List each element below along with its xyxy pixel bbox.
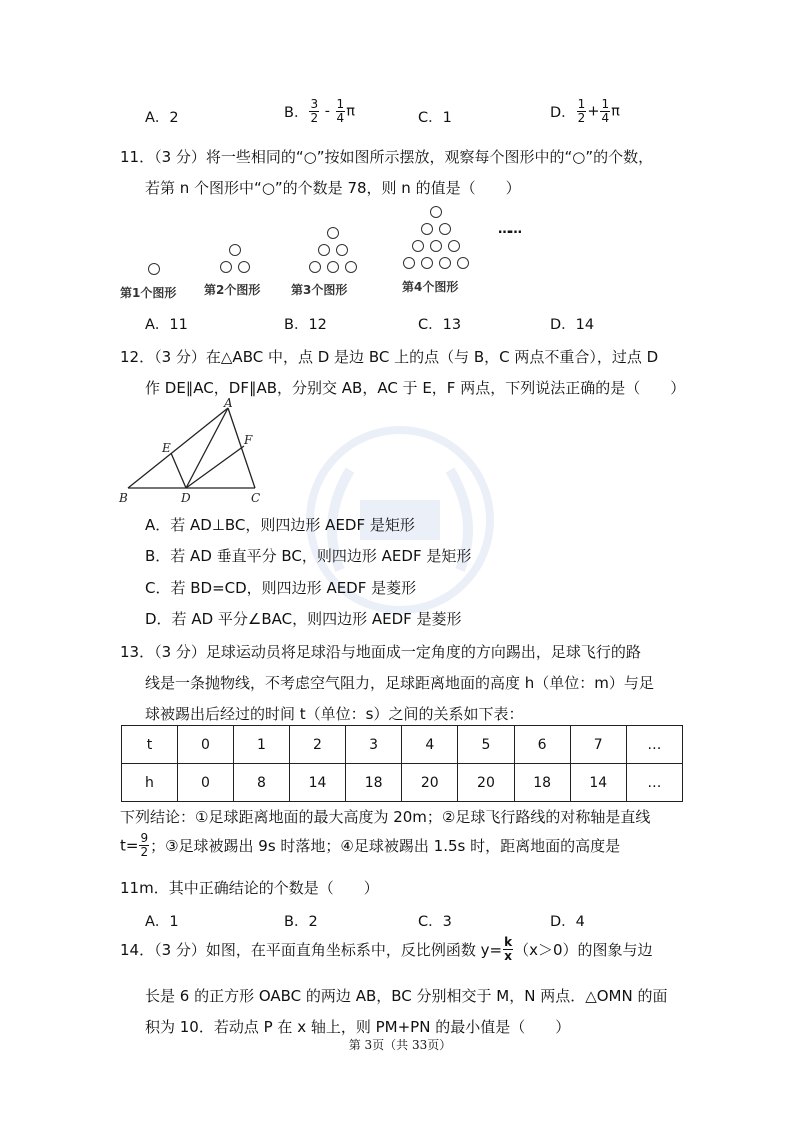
q11-option-a: A．11 bbox=[145, 317, 188, 333]
q14-line3: 积为 10．若动点 P 在 x 轴上，则 PM+PN 的最小值是（ ） bbox=[145, 1018, 571, 1036]
circle-shape bbox=[430, 206, 442, 218]
table-cell: 6 bbox=[514, 726, 570, 764]
circle-shape bbox=[336, 244, 348, 256]
q13-conclusions-1: 下列结论：①足球距离地面的最大高度为 20m；②足球飞行路线的对称轴是直线 bbox=[120, 808, 651, 826]
q11-option-d: D．14 bbox=[550, 317, 595, 333]
q12-option-a: A．若 AD⊥BC，则四边形 AEDF 是矩形 bbox=[145, 516, 415, 534]
table-cell: 7 bbox=[570, 726, 626, 764]
q10-option-c: C．1 bbox=[418, 110, 452, 126]
figure-caption-4: 第4个图形 bbox=[402, 280, 459, 294]
circle-shape bbox=[439, 257, 451, 269]
fraction: $\frac{3}{2}$ bbox=[310, 97, 319, 125]
circle-shape bbox=[421, 223, 433, 235]
circle-shape bbox=[309, 261, 321, 273]
q12-option-c: C．若 BD=CD，则四边形 AEDF 是菱形 bbox=[145, 579, 417, 597]
circle-shape bbox=[327, 227, 339, 239]
q13-option-b: B．2 bbox=[284, 914, 318, 930]
label-f: F bbox=[244, 433, 253, 447]
figure-caption-3: 第3个图形 bbox=[291, 283, 348, 297]
table-cell: … bbox=[626, 764, 682, 802]
table-cell: 18 bbox=[514, 764, 570, 802]
q11-option-b: B．12 bbox=[284, 317, 327, 333]
label-b: B bbox=[119, 491, 128, 505]
q14-line2: 长是 6 的正方形 OABC 的两边 AB，BC 分别相交于 M，N 两点．△OMN 的面 bbox=[145, 987, 668, 1005]
figure-caption-2: 第2个图形 bbox=[204, 283, 261, 297]
circle-shape bbox=[412, 240, 424, 252]
circle-shape bbox=[457, 257, 469, 269]
table-cell: 20 bbox=[402, 764, 458, 802]
table-cell: t bbox=[122, 726, 178, 764]
q10-option-d: D． $\frac{1}{2}$ + $\frac{1}{4}$ π bbox=[550, 97, 620, 125]
circle-shape bbox=[345, 261, 357, 273]
circle-shape bbox=[148, 263, 160, 275]
fraction: $\frac{1}{4}$ bbox=[336, 97, 345, 125]
table-cell: 14 bbox=[289, 764, 345, 802]
q13-option-c: C．3 bbox=[418, 914, 452, 930]
circle-shape bbox=[421, 257, 433, 269]
q10-option-b: B． $\frac{3}{2}$ - $\frac{1}{4}$ π bbox=[284, 97, 355, 125]
sequence-ellipsis: …… bbox=[498, 222, 520, 237]
q10-option-a: A．2 bbox=[145, 110, 179, 126]
fraction: $\frac{1}{4}$ bbox=[601, 97, 610, 125]
circle-shape bbox=[448, 240, 460, 252]
q13-line1: 13．（3 分）足球运动员将足球沿与地面成一定角度的方向踢出，足球飞行的路 bbox=[120, 643, 641, 661]
triangle-diagram bbox=[118, 398, 278, 506]
table-cell: 5 bbox=[458, 726, 514, 764]
q11-line2: 若第 n 个图形中“○”的个数是 78，则 n 的值是（ ） bbox=[145, 179, 521, 197]
table-cell: … bbox=[626, 726, 682, 764]
label-e: E bbox=[162, 441, 171, 455]
t-h-table bbox=[121, 725, 683, 802]
q13-conclusions-2: t= $\frac{9}{2}$ ；③足球被踢出 9s 时落地；④足球被踢出 1.5s 时，距离地面的高度是 bbox=[120, 831, 621, 859]
table-row bbox=[122, 764, 683, 802]
q13-line3: 球被踢出后经过的时间 t（单位：s）之间的关系如下表： bbox=[145, 705, 524, 723]
circle-shape bbox=[327, 261, 339, 273]
circle-shape bbox=[220, 261, 232, 273]
table-cell: 8 bbox=[233, 764, 289, 802]
q13-line2: 线是一条抛物线，不考虑空气阻力，足球距离地面的高度 h（单位：m）与足 bbox=[145, 674, 654, 692]
table-row bbox=[122, 726, 683, 764]
q14-line1: 14．（3 分）如图，在平面直角坐标系中，反比例函数 y= $\frac{k}{x}$ （x＞0）的图象与边 bbox=[120, 935, 653, 963]
label-c: C bbox=[251, 491, 261, 505]
fraction: $\frac{1}{2}$ bbox=[577, 97, 586, 125]
circle-shape bbox=[403, 257, 415, 269]
circle-shape bbox=[430, 240, 442, 252]
table-cell: 4 bbox=[402, 726, 458, 764]
q13-conclusions-3: 11m．其中正确结论的个数是（ ） bbox=[120, 879, 379, 897]
q12-line2: 作 DE∥AC，DF∥AB，分别交 AB，AC 于 E，F 两点，下列说法正确的是（ ） bbox=[145, 379, 686, 397]
circle-shape bbox=[229, 244, 241, 256]
q11-line1: 11．（3 分）将一些相同的“○”按如图所示摆放，观察每个图形中的“○”的个数， bbox=[120, 148, 654, 166]
label-d: D bbox=[181, 491, 191, 505]
fraction: $\frac{k}{x}$ bbox=[504, 935, 513, 963]
table-cell: 3 bbox=[346, 726, 402, 764]
table-cell: 18 bbox=[346, 764, 402, 802]
fraction: $\frac{9}{2}$ bbox=[140, 831, 149, 859]
table-cell: 2 bbox=[289, 726, 345, 764]
table-cell: 20 bbox=[458, 764, 514, 802]
q12-option-d: D．若 AD 平分∠BAC，则四边形 AEDF 是菱形 bbox=[145, 610, 462, 628]
q12-line1: 12．（3 分）在△ABC 中，点 D 是边 BC 上的点（与 B，C 两点不重合），过点 D bbox=[120, 348, 659, 366]
label-a: A bbox=[224, 398, 233, 410]
table-cell: h bbox=[122, 764, 178, 802]
figure-caption-1: 第1个图形 bbox=[120, 286, 177, 300]
table-cell: 0 bbox=[177, 764, 233, 802]
circle-shape bbox=[318, 244, 330, 256]
q13-option-d: D．4 bbox=[550, 914, 585, 930]
table-cell: 14 bbox=[570, 764, 626, 802]
table-cell: 0 bbox=[177, 726, 233, 764]
q11-option-c: C．13 bbox=[418, 317, 462, 333]
q12-option-b: B．若 AD 垂直平分 BC，则四边形 AEDF 是矩形 bbox=[145, 547, 472, 565]
circle-shape bbox=[238, 261, 250, 273]
table-cell: 1 bbox=[233, 726, 289, 764]
q13-option-a: A．1 bbox=[145, 914, 179, 930]
page-footer: 第 3页（共 33页） bbox=[348, 1038, 452, 1052]
circle-shape bbox=[439, 223, 451, 235]
